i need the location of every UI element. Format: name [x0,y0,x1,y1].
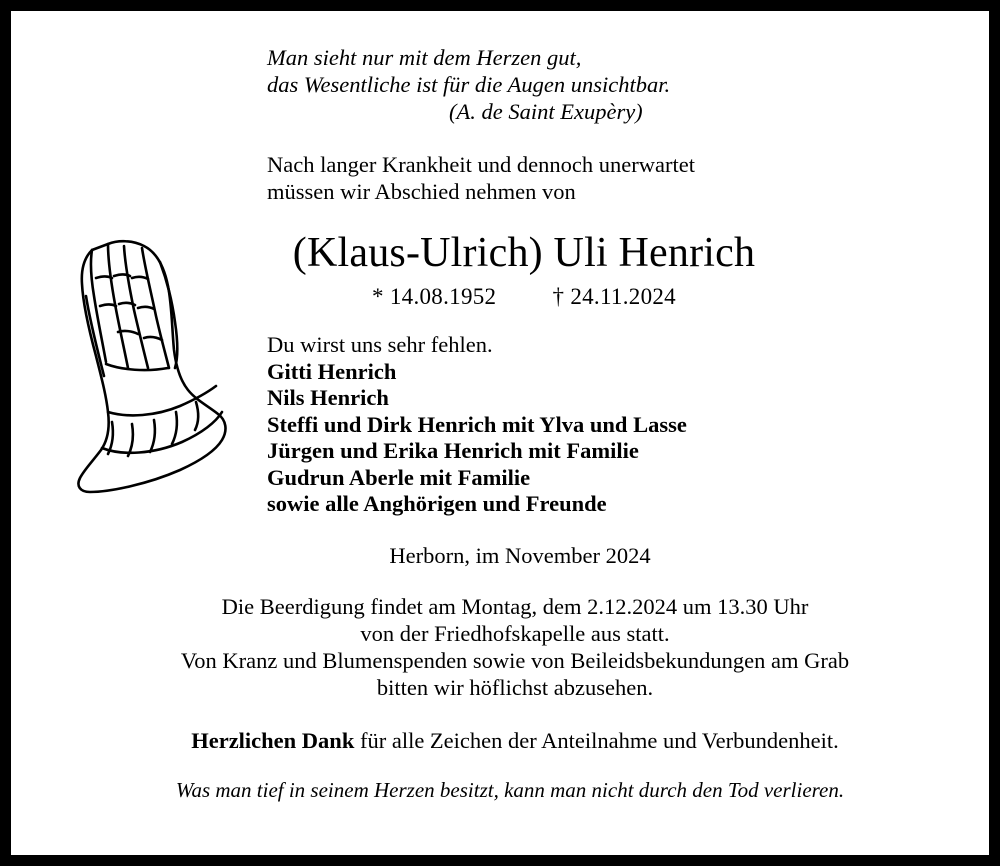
death-date: † 24.11.2024 [552,284,676,309]
funeral-line-2: von der Friedhofskapelle aus statt. [360,620,670,646]
thanks-rest: für alle Zeichen der Anteilnahme und Verbundenheit. [354,727,839,753]
place-and-date: Herborn, im November 2024 [389,542,651,568]
closing-quote: Was man tief in seinem Herzen besitzt, kann man nicht durch den Tod verlieren. [175,777,845,802]
funeral-line-3: Von Kranz und Blumenspenden sowie von Beileidsbekundungen am Grab [180,647,850,673]
mourner-name: Nils Henrich [267,385,389,410]
funeral-line-1: Die Beerdigung findet am Montag, dem 2.12.2024 um 13.30 Uhr [221,593,809,619]
intro-line-2: müssen wir Abschied nehmen von [267,179,576,204]
mourner-name: Steffi und Dirk Henrich mit Ylva und Lasse [267,411,687,437]
obituary-notice [11,11,989,855]
intro-block [11,151,989,205]
mourner-name: Gitti Henrich [267,358,397,384]
life-dates [11,284,989,310]
quote-line-2: das Wesentliche ist für die Augen unsichtbar. [267,72,671,97]
mourners-lead: Du wirst uns sehr fehlen. [267,332,493,357]
quote-attribution: (A. de Saint Exupèry) [449,99,643,124]
quote-line-1: Man sieht nur mit dem Herzen gut, [267,45,582,70]
funeral-details [11,593,989,701]
mourners-block [11,332,989,518]
mourner-name: Gudrun Aberle mit Familie [267,464,531,490]
thanks-line [11,727,989,754]
thanks-emphasis: Herzlichen Dank [191,727,355,753]
funeral-line-4: bitten wir höflichst abzusehen. [376,674,654,700]
quote-block [11,44,989,125]
mourner-name: sowie alle Anghörigen und Freunde [267,491,607,516]
notice-content [11,11,989,803]
intro-line-1: Nach langer Krankheit und dennoch unerwartet [267,152,695,177]
deceased-name: (Klaus-Ulrich) Uli Henrich [292,230,756,276]
mourner-name: Jürgen und Erika Henrich mit Familie [267,438,639,463]
birth-date: * 14.08.1952 [372,284,497,309]
